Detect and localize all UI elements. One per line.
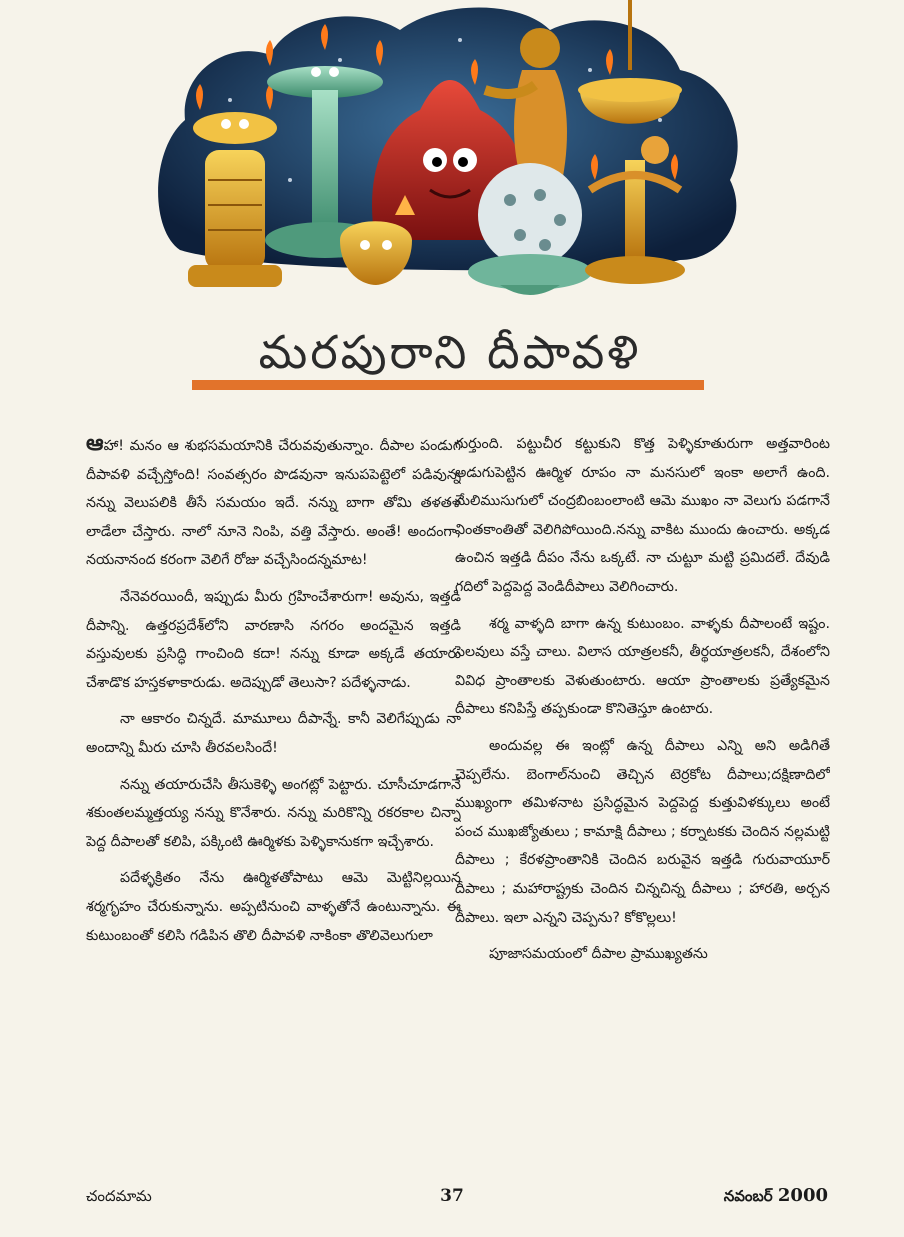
drop-cap: ఆ: [86, 431, 104, 456]
paragraph: గుర్తుంది. పట్టుచీర కట్టుకుని కొత్త పెళ్ళికూతురుగా అత్తవారింట అడుగుపెట్టిన ఊర్మిళ రూపం నా మనసులో ఇంకా అలాగే ఉంది. మేలిముసుగులో చంద్రబింబంలాంటి ఆమె ముఖం నా వెలుగు పడగానే వింతకాంతితో వెలిగిపోయింది.నన్ను వాకిట ముందు ఉంచారు. అక్కడ ఉంచిన ఇత్తడి దీపం నేను ఒక్కటే. నా చుట్టూ మట్టి ప్రమిదలే. దేవుడి గదిలో పెద్దపెద్ద వెండిదీపాలు వెలిగించారు.: [455, 436, 830, 595]
issue-year: 2000: [777, 1185, 828, 1206]
paragraph-text: హా! మనం ఆ శుభసమయానికి చేరువవుతున్నాం. దీపాల పండుగ దీపావళి వచ్చేస్తోంది! సంవత్సరం పొడవునా ఇనుపపెట్టెలో పడివున్న నన్ను వెలుపలికి తీసే సమయం ఇదే. నన్ను బాగా తోమి తళతళ లాడేలా చేస్తారు. నాలో నూనె నింపి, వత్తి వేస్తారు. అంతే! అందంగా, నయనానంద కరంగా వెలిగే రోజు వచ్చేసిందన్నమాట!: [86, 438, 461, 569]
issue-date: [724, 1182, 828, 1210]
paragraph: శర్మ వాళ్ళది బాగా ఉన్న కుటుంబం. వాళ్ళకు దీపాలంటే ఇష్టం. సెలవులు వస్తే చాలు. విలాస యాత్రలకనీ, తీర్థయాత్రలకనీ, దేశంలోని వివిధ ప్రాంతాలకు వెళుతుంటారు. ఆయా ప్రాంతాలకు ప్రత్యేకమైన దీపాలు కనిపిస్తే తప్పకుండా కొనితెస్తూ ఉంటారు.: [455, 615, 830, 718]
small-yellow-lamp: [340, 221, 412, 285]
paragraph: నేనెవరయిందీ, ఇప్పుడు మీరు గ్రహించేశారుగా! అవును, ఇత్తడి దీపాన్ని. ఉత్తరప్రదేశ్‌లోని వారణాసి నగరం అందమైన ఇత్తడి వస్తువులకు ప్రసిద్ధి గాంచింది కదా! నన్ను కూడా అక్కడే తయారు చేశాడొక హస్తకళాకారుడు. అదెప్పుడో తెలుసా? పదేళ్ళనాడు.: [86, 588, 461, 691]
issue-month: నవంబర్: [723, 1187, 773, 1205]
title-underline: [192, 380, 704, 390]
paragraph: పదేళ్ళక్రితం నేను ఊర్మిళతోపాటు ఆమె మెట్టినిల్లయిన శర్మగృహం చేరుకున్నాను. అప్పటినుంచి వాళ్ళతోనే ఉంటున్నాను. ఈ కుటుంబంతో కలిసి గడిపిన తొలి దీపావళి నాకింకా తొలివెలుగులా: [86, 870, 461, 944]
text-column-right: [455, 430, 830, 1175]
diwali-lamps-illustration: [140, 0, 760, 320]
paragraph: నన్ను తయారుచేసి తీసుకెళ్ళి అంగట్లో పెట్టారు. చూసీచూడగానే శకుంతలమ్మత్తయ్య నన్ను కొనేశారు. నన్ను మరికొన్ని రకరకాల చిన్నా పెద్ద దీపాలతో కలిపి, పక్కింటి ఊర్మిళకు పెళ్ళికానుకగా ఇచ్చేశారు.: [86, 776, 461, 850]
page-number: 37: [440, 1186, 464, 1206]
paragraph: పూజాసమయంలో దీపాల ప్రాముఖ్యతను: [489, 946, 708, 963]
paragraph: అందువల్ల ఈ ఇంట్లో ఉన్న దీపాలు ఎన్ని అని అడిగితే చెప్పలేను. బెంగాల్‌నుంచి తెచ్చిన టెర్రకోట దీపాలు;దక్షిణాదిలో ముఖ్యంగా తమిళనాట ప్రసిద్ధమైన పెద్దపెద్ద కుత్తువిళక్కులు అంటే పంచ ముఖజ్యోతులు ; కామాక్షి దీపాలు ; కర్నాటకకు చెందిన నల్లమట్టి దీపాలు ; కేరళప్రాంతానికి చెందిన బరువైన ఇత్తడి గురువాయూర్ దీపాలు ; మహారాష్ట్రకు చెందిన చిన్నచిన్న దీపాలు ; హారతి, అర్చన దీపాలు. ఇలా ఎన్నని చెప్పను? కోకొల్లలు!: [455, 737, 830, 926]
article-title: మరపురాని దీపావళి: [258, 325, 642, 379]
paragraph: నా ఆకారం చిన్నదే. మామూలు దీపాన్నే. కానీ వెలిగేప్పుడు నా అందాన్ని మీరు చూసి తీరవలసిందే!: [86, 711, 461, 756]
text-column-left: [86, 430, 461, 1175]
magazine-name: చందమామ: [86, 1187, 152, 1205]
paragraph: [86, 430, 461, 575]
